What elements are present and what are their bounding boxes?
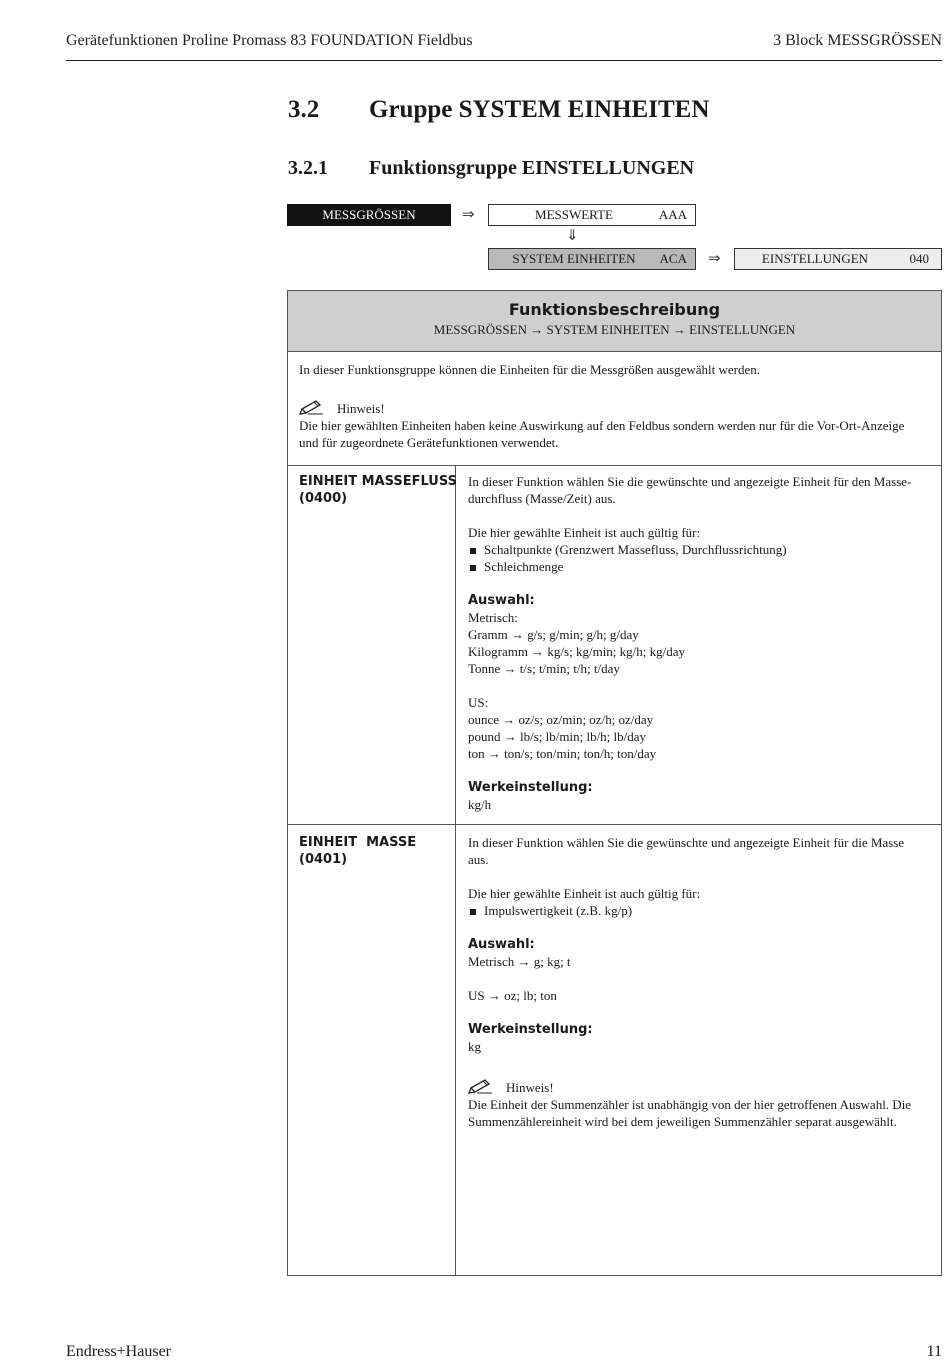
nav-arrow-right-2: ⇒ [708,249,721,267]
option-line: pound → lb/s; lb/min; lb/h; lb/day [468,729,647,744]
desc-line: In dieser Funktion wählen Sie die gewünschte und angezeigte Einheit für die Masse [468,835,905,850]
nav-group-system-code: ACA [659,251,687,266]
valid-for-text: Die hier gewählte Einheit ist auch gültig für: [468,525,701,540]
function-label-einheit-masse [299,834,449,868]
nav-group-messwerte [488,204,696,226]
function-code: (0401) [299,852,348,867]
function-name: EINHEIT MASSE [299,835,417,850]
footer-brand: Endress+Hauser [66,1343,171,1360]
bullet-item [468,902,934,919]
bullet-item [468,558,934,575]
running-header-title: Gerätefunktionen Proline Promass 83 FOUNDATION Fieldbus [66,32,473,49]
nav-group-system-label: SYSTEM EINHEITEN [512,251,636,266]
section-title: Gruppe SYSTEM EINHEITEN [369,96,710,123]
nav-group-system-einheiten [488,248,696,270]
option-line: ton → ton/s; ton/min; ton/h; ton/day [468,746,657,761]
us-label: US: [468,695,489,710]
table-row-divider [288,824,941,825]
pencil-note-icon [468,1078,494,1094]
option-line: Kilogramm → kg/s; kg/min; kg/h; kg/day [468,644,686,659]
option-line: Metrisch → g; kg; t [468,954,571,969]
bullet-text: Schaltpunkte (Grenzwert Massefluss, Durchflussrichtung) [484,542,787,557]
option-line: Gramm → g/s; g/min; g/h; g/day [468,627,639,642]
pencil-note-icon [299,399,325,415]
option-line: Tonne → t/s; t/min; t/h; t/day [468,661,620,676]
metric-label: Metrisch: [468,610,518,625]
header-rule [66,60,942,61]
desc-line: durchfluss (Masse/Zeit) aus. [468,491,616,506]
default-value: kg/h [468,797,492,812]
default-label: Werkeinstellung: [468,780,593,795]
function-description-einheit-masse [468,834,934,1130]
table-column-divider [455,465,456,1275]
nav-group-messwerte-code: AAA [658,207,687,222]
bullet-text: Impulswertigkeit (z.B. kg/p) [484,903,633,918]
page-number: 11 [926,1343,942,1360]
intro-text: In dieser Funktionsgruppe können die Einheiten für die Messgrößen ausgewählt werden. [299,362,761,377]
nav-group-einstellungen [734,248,942,270]
selection-label: Auswahl: [468,937,535,952]
square-bullet-icon [470,548,476,554]
selection-label: Auswahl: [468,593,535,608]
section-number: 3.2 [288,96,320,123]
note-line: Die Einheit der Summenzähler ist unabhängig von der hier getroffenen Auswahl. Die [468,1097,912,1112]
running-header-chapter: 3 Block MESSGRÖSSEN [773,32,942,49]
intro-note-line2: und für zugeordnete Gerätefunktionen verwendet. [299,435,559,450]
subsection-title: Funktionsgruppe EINSTELLUNGEN [369,157,695,179]
nav-arrow-down: ⇓ [566,226,579,244]
note-line: Summenzählereinheit wird bei dem jeweiligen Summenzähler separat ausgewählt. [468,1114,897,1129]
function-label-einheit-massefluss [299,473,458,507]
intro-note-label: Hinweis! [337,401,385,416]
bullet-item [468,541,934,558]
function-description-table [287,290,942,1276]
table-header-title: Funktionsbeschreibung [508,300,721,319]
bullet-text: Schleichmenge [484,559,564,574]
nav-arrow-right-1: ⇒ [462,205,475,223]
note-label: Hinweis! [506,1080,554,1095]
square-bullet-icon [470,909,476,915]
desc-line: In dieser Funktion wählen Sie die gewünschte und angezeigte Einheit für den Masse- [468,474,912,489]
nav-block-label: MESSGRÖSSEN [322,207,416,222]
function-name: EINHEIT MASSEFLUSS [299,474,458,489]
subsection-number: 3.2.1 [288,157,328,179]
square-bullet-icon [470,565,476,571]
nav-block-messgroessen [287,204,451,226]
table-header-path: MESSGRÖSSEN → SYSTEM EINHEITEN → EINSTELLUNGEN [433,322,796,337]
table-header [288,291,941,352]
default-value: kg [468,1039,481,1054]
desc-line: aus. [468,852,489,867]
option-line: ounce → oz/s; oz/min; oz/h; oz/day [468,712,654,727]
function-description-einheit-massefluss [468,473,934,813]
option-line: US → oz; lb; ton [468,988,557,1003]
valid-for-text: Die hier gewählte Einheit ist auch gültig für: [468,886,701,901]
intro-note-line1: Die hier gewählten Einheiten haben keine Auswirkung auf den Feldbus sondern werden nur für die Vor-Ort-Anzeige [299,418,905,433]
nav-group-einstellungen-code: 040 [909,251,929,266]
nav-group-einstellungen-label: EINSTELLUNGEN [761,251,869,266]
intro-note [299,399,929,451]
function-code: (0400) [299,491,348,506]
table-intro [288,351,941,466]
default-label: Werkeinstellung: [468,1022,593,1037]
nav-group-messwerte-label: MESSWERTE [535,207,613,222]
